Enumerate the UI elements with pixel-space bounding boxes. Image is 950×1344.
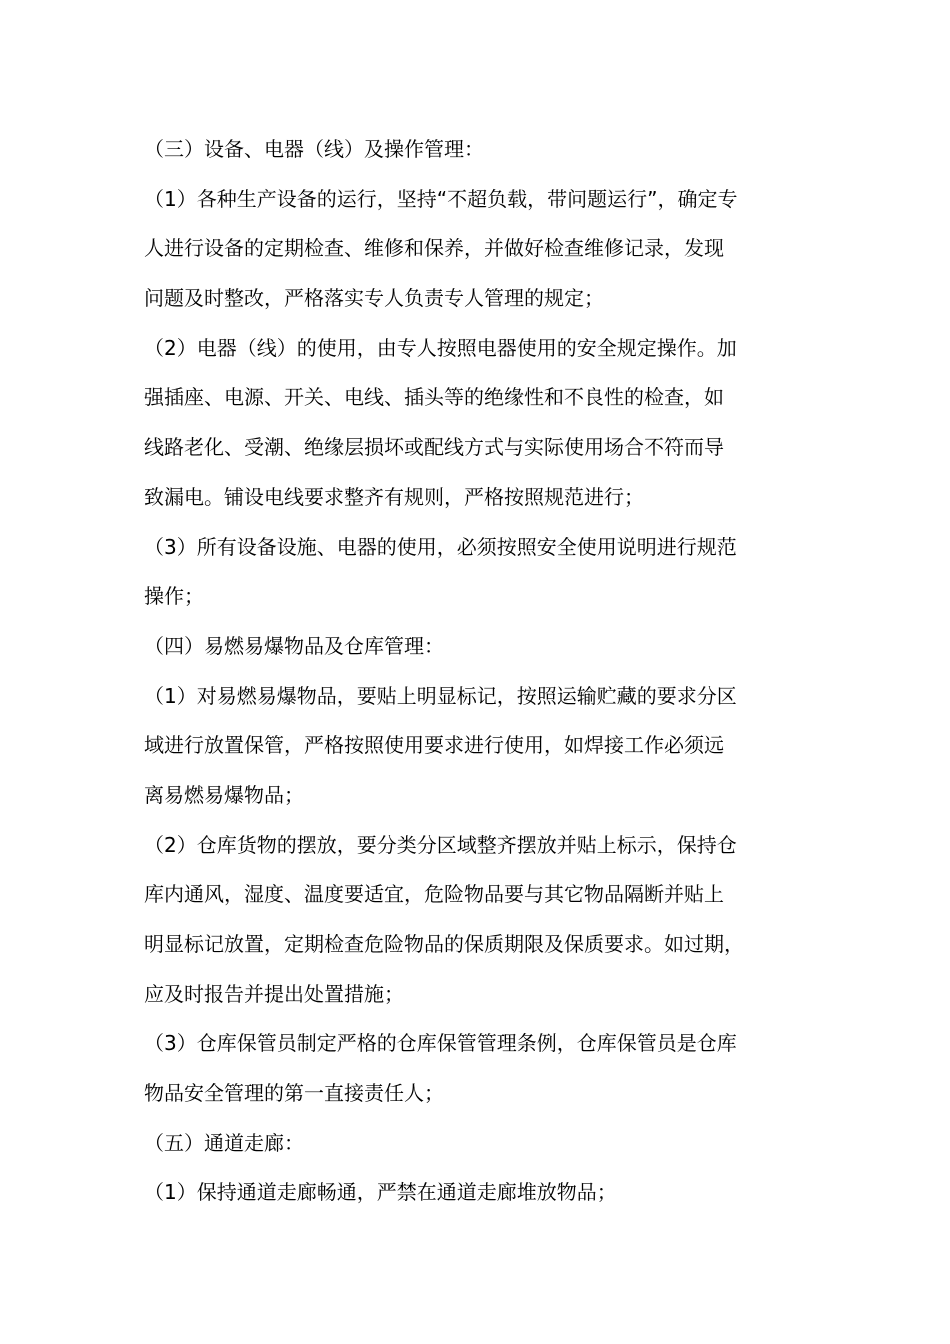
paragraph-line: 致漏电。铺设电线要求整齐有规则，严格按照规范进行；: [144, 484, 644, 509]
section-heading-equipment: （三）设备、电器（线）及操作管理：: [144, 137, 484, 161]
paragraph-line: 强插座、电源、开关、电线、插头等的绝缘性和不良性的检查，如: [144, 385, 724, 410]
paragraph-line: 离易燃易爆物品；: [144, 782, 304, 807]
paragraph-line: 域进行放置保管，严格按照使用要求进行使用，如焊接工作必须远: [144, 733, 724, 758]
section-heading-flammables: （四）易燃易爆物品及仓库管理：: [144, 633, 444, 658]
paragraph-line: 物品安全管理的第一直接责任人；: [144, 1081, 444, 1106]
paragraph-line: （1）各种生产设备的运行，坚持“不超负载，带问题运行”，确定专: [144, 186, 738, 211]
document-body: [144, 125, 834, 1218]
paragraph-line: 线路老化、受潮、绝缘层损坏或配线方式与实际使用场合不符而导: [144, 435, 724, 460]
paragraph-line: （2）仓库货物的摆放，要分类分区域整齐摆放并贴上标示，保持仓: [144, 832, 737, 857]
paragraph-line: （2）电器（线）的使用，由专人按照电器使用的安全规定操作。加: [144, 335, 737, 360]
paragraph-line: 问题及时整改，严格落实专人负责专人管理的规定；: [144, 286, 604, 311]
section-heading-corridors: （五）通道走廊：: [144, 1130, 304, 1155]
paragraph-line: 明显标记放置，定期检查危险物品的保质期限及保质要求。如过期，: [144, 932, 744, 956]
paragraph-line: （3）所有设备设施、电器的使用，必须按照安全使用说明进行规范: [144, 534, 737, 559]
paragraph-line: 操作；: [144, 584, 204, 609]
paragraph-line: 人进行设备的定期检查、维修和保养，并做好检查维修记录，发现: [144, 236, 724, 261]
paragraph-line: 应及时报告并提出处置措施；: [144, 981, 404, 1006]
paragraph-line: （1）保持通道走廊畅通，严禁在通道走廊堆放物品；: [144, 1180, 617, 1205]
paragraph-line: （3）仓库保管员制定严格的仓库保管管理条例，仓库保管员是仓库: [144, 1031, 737, 1056]
paragraph-line: 库内通风，湿度、温度要适宜，危险物品要与其它物品隔断并贴上: [144, 882, 724, 907]
paragraph-line: （1）对易燃易爆物品，要贴上明显标记，按照运输贮藏的要求分区: [144, 683, 737, 708]
